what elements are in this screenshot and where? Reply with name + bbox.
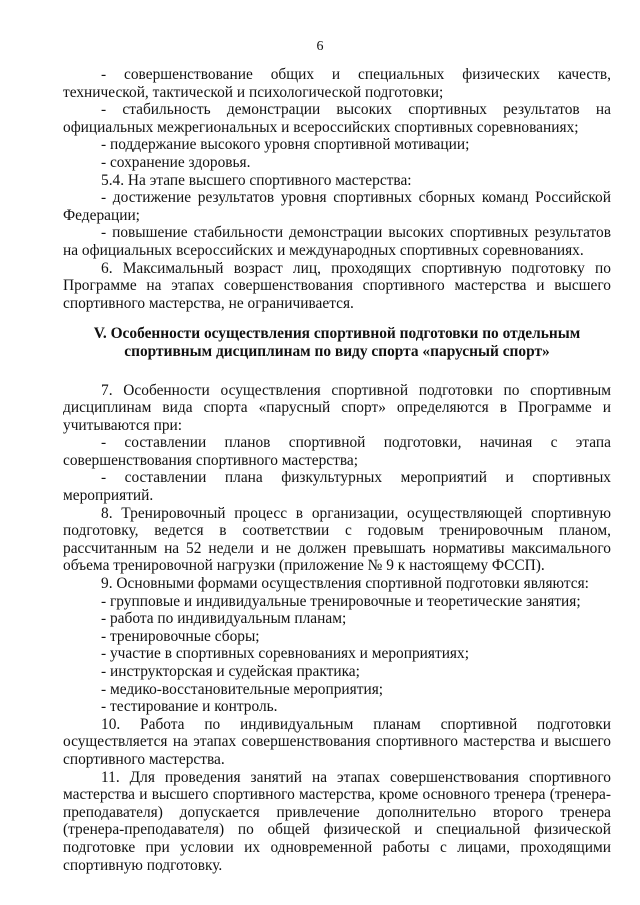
list-item: - инструкторская и судейская практика; <box>101 663 360 680</box>
paragraph: - совершенствование общих и специальных физических качеств, технической, тактической и психологической подготовки; <box>63 66 611 101</box>
document-body <box>63 66 611 874</box>
section-heading <box>63 325 611 360</box>
paragraph: - составлении планов спортивной подготовки, начиная с этапа совершенствования спортивного мастерства; <box>63 434 611 469</box>
list-item: - участие в спортивных соревнованиях и мероприятиях; <box>101 645 469 663</box>
paragraph: 8. Тренировочный процесс в организации, осуществляющей спортивную подготовку, ведется в соответствии с годовым тренировочным планом, рассчитанным на 52 недели и не должен превышать нормативы максимального объема тренировочной нагрузки (приложение № 9 к настоящему ФССП). <box>63 504 611 575</box>
list-item: - групповые и индивидуальные тренировочные и теоретические занятия; <box>101 592 581 610</box>
list-item: - тестирование и контроль. <box>101 698 278 716</box>
paragraph: - поддержание высокого уровня спортивной мотивации; <box>101 136 470 154</box>
page-number: 6 <box>316 39 324 54</box>
paragraph: 7. Особенности осуществления спортивной подготовки по спортивным дисциплинам вида спорта «парусный спорт» определяются в Программе и учитываются при: <box>63 381 611 434</box>
paragraph: - стабильность демонстрации высоких спортивных результатов на официальных межрегиональных и всероссийских спортивных соревнованиях; <box>63 101 611 136</box>
paragraph: 6. Максимальный возраст лиц, проходящих спортивную подготовку по Программе на этапах совершенствования спортивного мастерства и высшего спортивного мастерства, не ограничивается. <box>63 259 611 312</box>
paragraph: - повышение стабильности демонстрации высоких спортивных результатов на официальных всероссийских и международных спортивных соревнованиях. <box>63 224 611 259</box>
list-item: - работа по индивидуальным планам; <box>101 610 347 628</box>
list-item: - тренировочные сборы; <box>101 627 260 645</box>
paragraph: - сохранение здоровья. <box>101 153 251 171</box>
paragraph: 10. Работа по индивидуальным планам спортивной подготовки осуществляется на этапах совершенствования спортивного мастерства и высшего спортивного мастерства. <box>63 715 611 768</box>
paragraph: 11. Для проведения занятий на этапах совершенствования спортивного мастерства и высшего спортивного мастерства, кроме основного тренера (тренера-преподавателя) допускается привлечение дополнительно второго тренера (тренера-преподавателя) по общей физической и специальной физической подготовке при условии их одновременной работы с лицами, проходящими спортивную подготовку. <box>63 768 611 874</box>
list-item: - медико-восстановительные мероприятия; <box>101 680 384 698</box>
section-heading-line: спортивным дисциплинам по виду спорта «парусный спорт» <box>124 342 550 360</box>
paragraph: 9. Основными формами осуществления спортивной подготовки являются: <box>101 575 589 593</box>
section-heading-line: V. Особенности осуществления спортивной подготовки по отдельным <box>93 325 581 343</box>
paragraph: - составлении плана физкультурных мероприятий и спортивных мероприятий. <box>63 469 611 505</box>
paragraph: - достижение результатов уровня спортивных сборных команд Российской Федерации; <box>63 189 611 224</box>
paragraph: 5.4. На этапе высшего спортивного мастерства: <box>101 171 412 189</box>
